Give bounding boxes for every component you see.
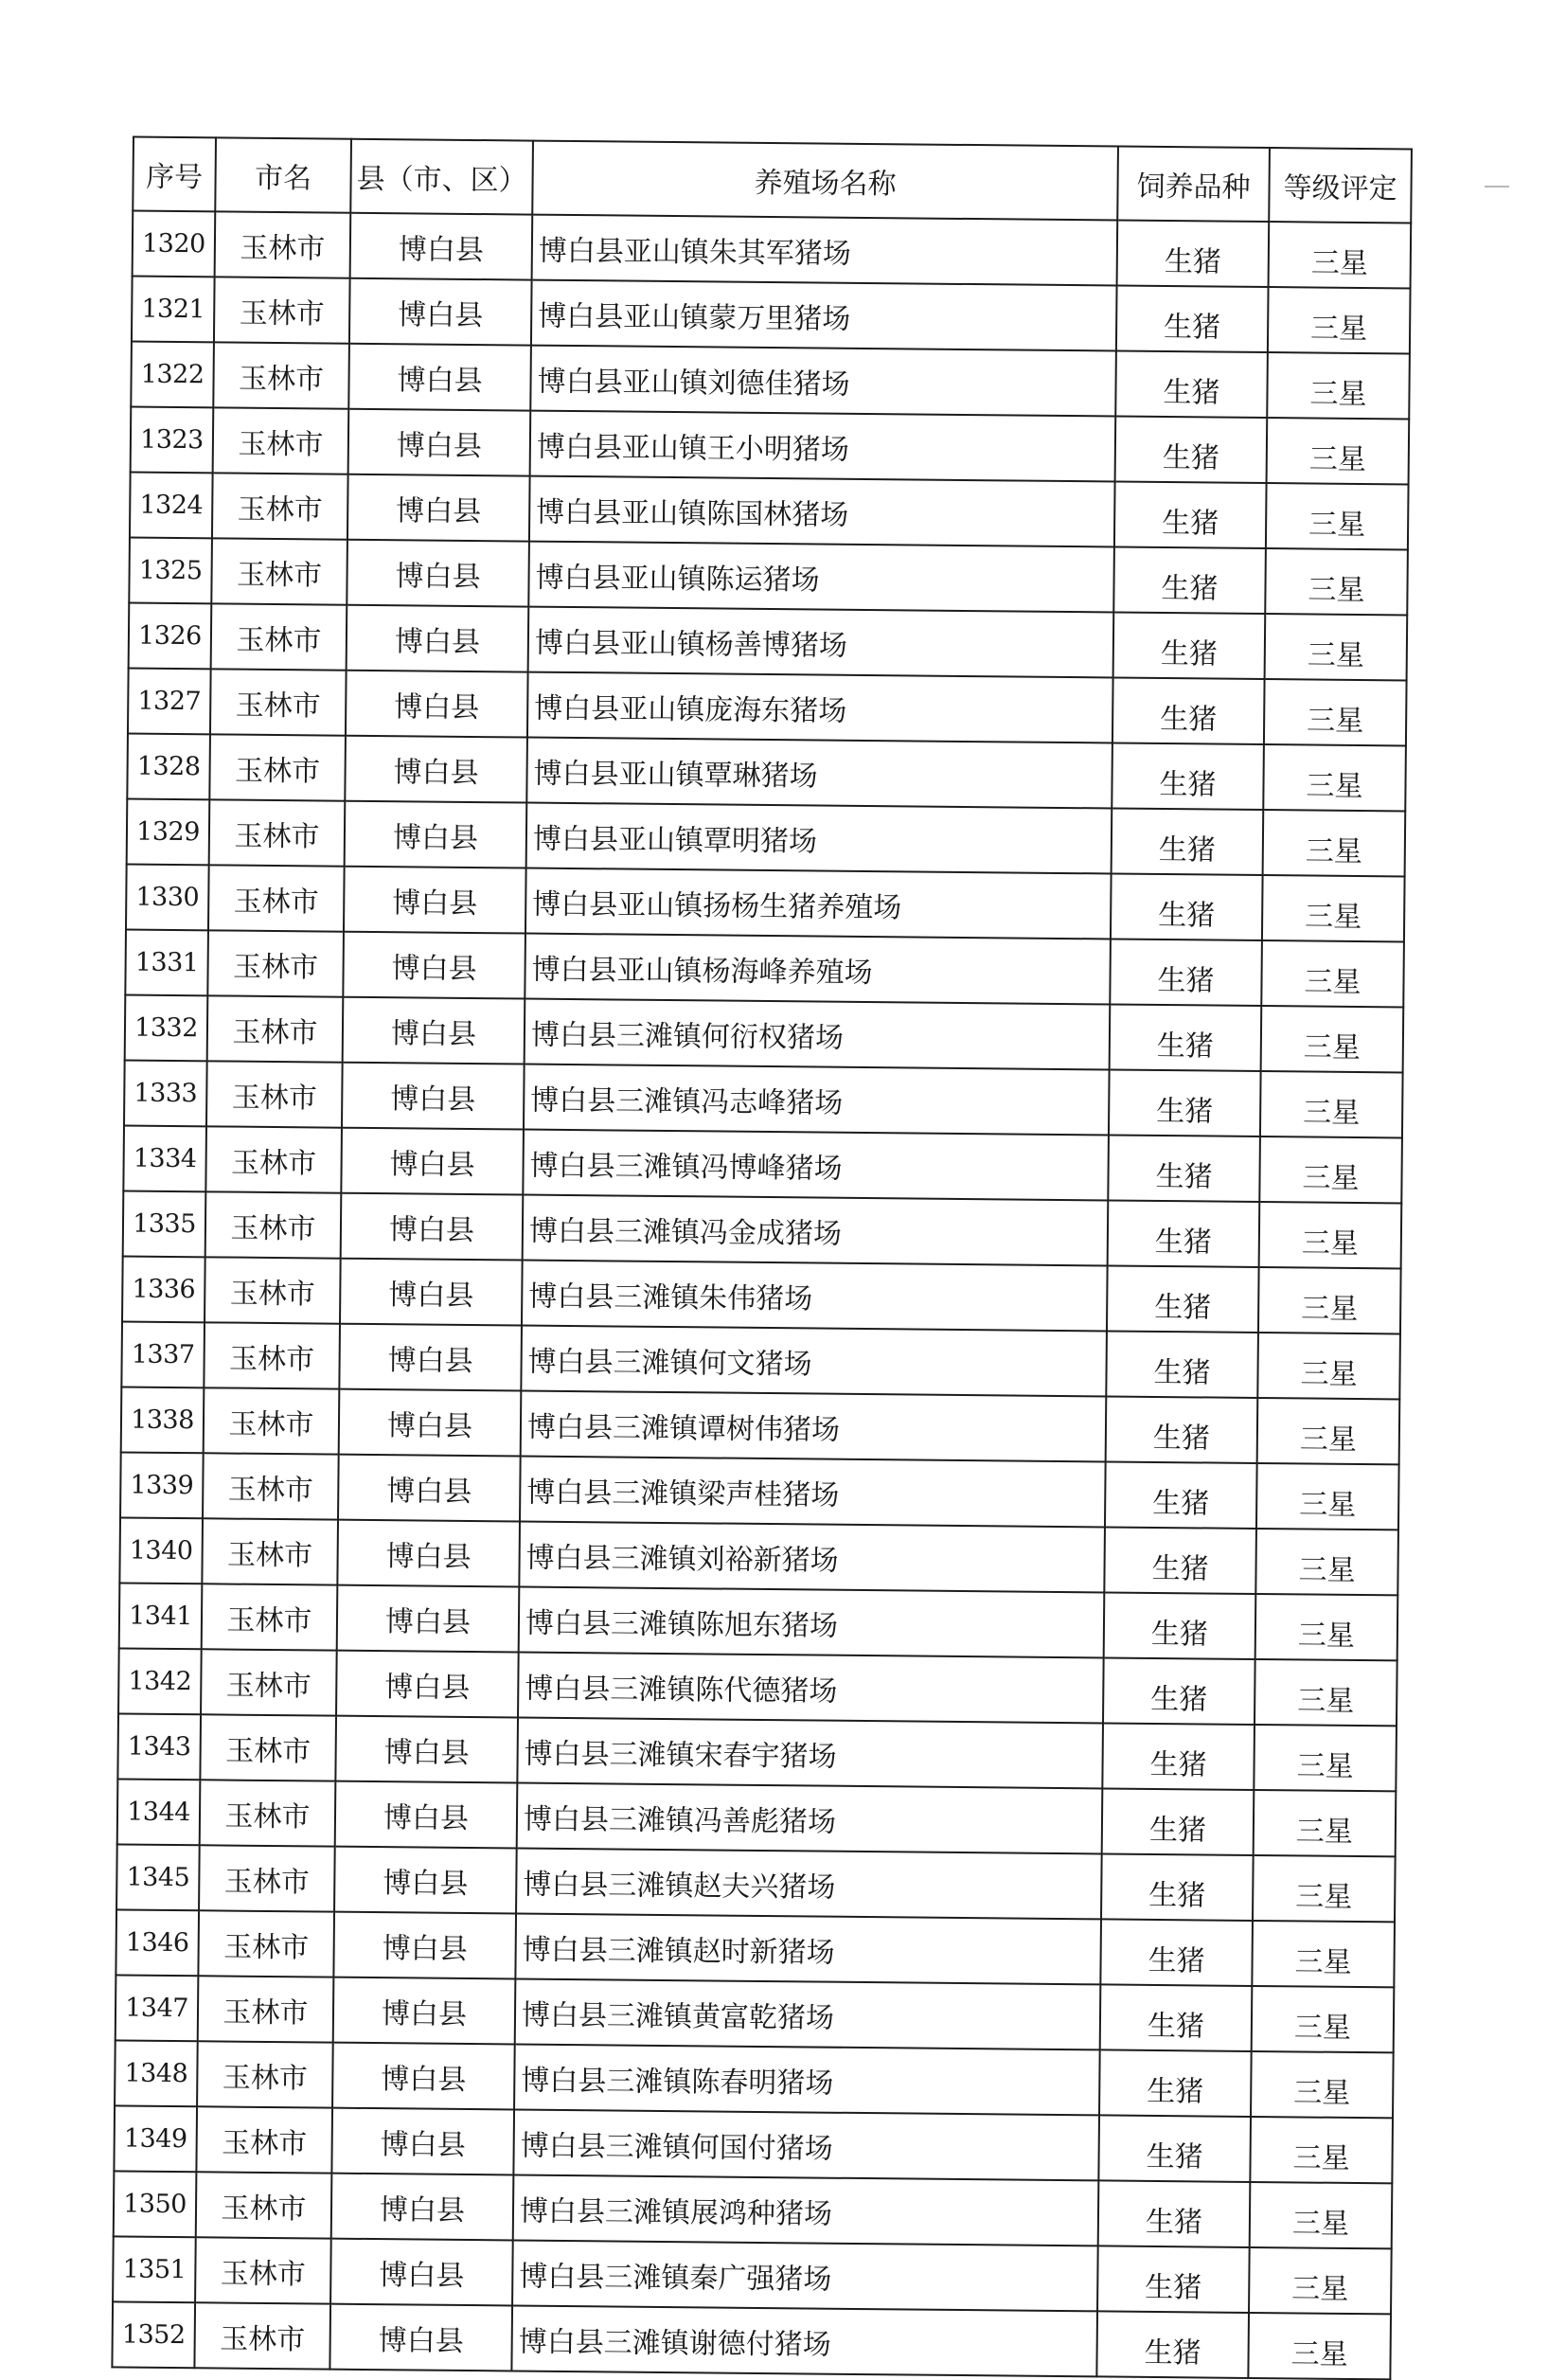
cell-farm-name: 博白县亚山镇陈运猪场 — [528, 542, 1114, 613]
cell-county: 博白县 — [331, 2174, 514, 2241]
cell-grade: 三星 — [1268, 287, 1411, 353]
cell-farm-name: 博白县三滩镇朱伟猪场 — [522, 1261, 1108, 1332]
cell-index: 1330 — [126, 864, 209, 930]
cell-species: 生猪 — [1097, 2246, 1250, 2313]
cell-county: 博白县 — [334, 1847, 517, 1914]
cell-index: 1326 — [129, 603, 212, 670]
table-row — [125, 929, 1404, 1007]
cell-county: 博白县 — [348, 409, 531, 476]
cell-grade: 三星 — [1265, 548, 1408, 615]
cell-county: 博白县 — [348, 344, 531, 411]
cell-city: 玉林市 — [201, 1649, 337, 1715]
cell-grade: 三星 — [1250, 2182, 1393, 2248]
cell-farm-name: 博白县三滩镇黄富乾猪场 — [515, 1978, 1101, 2049]
cell-species: 生猪 — [1106, 1396, 1258, 1463]
cell-farm-name: 博白县亚山镇陈国林猪场 — [529, 476, 1115, 547]
cell-county: 博白县 — [336, 1651, 519, 1718]
table-header — [133, 137, 1412, 224]
cell-grade: 三星 — [1267, 418, 1410, 484]
cell-farm-name: 博白县三滩镇谢德付猪场 — [511, 2305, 1097, 2376]
scan-mark — [1485, 186, 1509, 188]
cell-grade: 三星 — [1257, 1398, 1400, 1464]
cell-index: 1337 — [121, 1321, 205, 1387]
cell-county: 博白县 — [335, 1781, 518, 1849]
cell-county: 博白县 — [346, 671, 528, 738]
cell-species: 生猪 — [1102, 1723, 1255, 1790]
cell-index: 1345 — [116, 1844, 200, 1910]
cell-county: 博白县 — [345, 801, 527, 868]
cell-index: 1341 — [119, 1583, 203, 1649]
cell-grade: 三星 — [1261, 1006, 1404, 1072]
cell-species: 生猪 — [1105, 1461, 1257, 1529]
table-row — [121, 1387, 1400, 1464]
cell-index: 1325 — [129, 538, 212, 604]
cell-farm-name: 博白县亚山镇覃琳猪场 — [526, 738, 1112, 809]
cell-index: 1329 — [127, 798, 210, 865]
table-row — [125, 994, 1404, 1072]
table-row — [127, 734, 1406, 812]
cell-city: 玉林市 — [203, 1453, 339, 1519]
cell-species: 生猪 — [1112, 743, 1264, 810]
cell-grade: 三星 — [1252, 1986, 1395, 2052]
cell-city: 玉林市 — [214, 277, 350, 343]
cell-species: 生猪 — [1102, 1788, 1255, 1855]
cell-index: 1344 — [117, 1779, 201, 1845]
cell-grade: 三星 — [1255, 1594, 1398, 1660]
cell-farm-name: 博白县亚山镇杨海峰养殖场 — [525, 934, 1111, 1005]
cell-index: 1332 — [125, 994, 208, 1061]
cell-county: 博白县 — [347, 540, 529, 607]
cell-grade: 三星 — [1251, 2051, 1394, 2118]
table-row — [130, 473, 1409, 550]
cell-county: 博白县 — [338, 1455, 521, 1522]
table-row — [133, 211, 1412, 289]
header-grade: 等级评定 — [1269, 148, 1412, 223]
cell-species: 生猪 — [1109, 1069, 1261, 1136]
cell-index: 1323 — [131, 407, 214, 474]
cell-city: 玉林市 — [194, 2302, 330, 2369]
cell-city: 玉林市 — [196, 2106, 332, 2173]
header-species: 饲养品种 — [1117, 147, 1270, 223]
cell-city: 玉林市 — [211, 538, 347, 604]
cell-city: 玉林市 — [202, 1518, 338, 1584]
cell-index: 1327 — [128, 669, 211, 735]
cell-index: 1338 — [121, 1387, 205, 1453]
table-row — [114, 2171, 1393, 2248]
cell-farm-name: 博白县三滩镇何衍权猪场 — [525, 999, 1111, 1070]
header-county: 县（市、区） — [350, 139, 533, 215]
cell-species: 生猪 — [1106, 1331, 1258, 1398]
cell-grade: 三星 — [1259, 1136, 1402, 1203]
table-row — [115, 2040, 1394, 2118]
cell-farm-name: 博白县三滩镇何文猪场 — [521, 1326, 1107, 1397]
cell-city: 玉林市 — [205, 1257, 341, 1323]
cell-species: 生猪 — [1100, 1919, 1253, 1986]
cell-index: 1348 — [115, 2040, 198, 2106]
cell-species: 生猪 — [1117, 221, 1270, 288]
cell-index: 1335 — [123, 1190, 206, 1257]
header-index: 序号 — [133, 137, 216, 212]
cell-index: 1343 — [117, 1713, 201, 1780]
cell-species: 生猪 — [1113, 612, 1266, 679]
header-row — [133, 137, 1412, 224]
cell-species: 生猪 — [1115, 351, 1268, 419]
table-row — [132, 277, 1411, 354]
cell-farm-name: 博白县亚山镇刘德佳猪场 — [530, 346, 1116, 417]
cell-index: 1352 — [112, 2301, 195, 2368]
table-row — [126, 864, 1405, 941]
cell-city: 玉林市 — [212, 473, 348, 539]
cell-species: 生猪 — [1112, 808, 1264, 875]
table-row — [118, 1648, 1397, 1726]
cell-index: 1321 — [132, 277, 215, 343]
cell-farm-name: 博白县三滩镇赵时新猪场 — [515, 1913, 1101, 1984]
table-row — [119, 1583, 1398, 1660]
table-row — [124, 1060, 1403, 1137]
cell-index: 1336 — [122, 1256, 205, 1322]
cell-farm-name: 博白县三滩镇冯金成猪场 — [523, 1195, 1109, 1266]
document-sheet — [111, 136, 1411, 2380]
cell-index: 1334 — [123, 1125, 206, 1191]
cell-species: 生猪 — [1114, 481, 1267, 548]
cell-county: 博白县 — [339, 1389, 522, 1457]
cell-grade: 三星 — [1255, 1659, 1397, 1726]
cell-city: 玉林市 — [211, 603, 347, 670]
cell-city: 玉林市 — [215, 211, 351, 277]
cell-county: 博白县 — [341, 1128, 524, 1195]
cell-county: 博白县 — [343, 997, 525, 1065]
cell-county: 博白县 — [337, 1585, 520, 1653]
cell-county: 博白县 — [333, 1912, 516, 1979]
table-row — [122, 1256, 1401, 1333]
cell-farm-name: 博白县三滩镇何国付猪场 — [513, 2109, 1099, 2180]
cell-grade: 三星 — [1267, 352, 1410, 419]
table-row — [119, 1517, 1398, 1595]
cell-city: 玉林市 — [210, 669, 347, 735]
cell-county: 博白县 — [344, 867, 526, 934]
cell-county: 博白县 — [340, 1259, 523, 1326]
table-row — [116, 1844, 1396, 1922]
cell-index: 1346 — [116, 1909, 199, 1976]
cell-city: 玉林市 — [204, 1322, 340, 1388]
cell-city: 玉林市 — [207, 995, 344, 1062]
cell-city: 玉林市 — [207, 930, 344, 996]
cell-county: 博白县 — [347, 605, 529, 672]
cell-farm-name: 博白县亚山镇扬杨生猪养殖场 — [525, 868, 1112, 939]
cell-species: 生猪 — [1115, 417, 1268, 484]
cell-index: 1342 — [118, 1648, 202, 1714]
cell-county: 博白县 — [333, 1977, 516, 2045]
cell-grade: 三星 — [1269, 222, 1412, 288]
cell-farm-name: 博白县三滩镇梁声桂猪场 — [520, 1457, 1106, 1528]
table-row — [117, 1779, 1397, 1856]
cell-city: 玉林市 — [197, 2041, 333, 2107]
cell-species: 生猪 — [1116, 286, 1269, 353]
cell-index: 1322 — [131, 342, 214, 408]
cell-farm-name: 博白县三滩镇秦广强猪场 — [512, 2240, 1098, 2311]
cell-grade: 三星 — [1265, 614, 1408, 680]
cell-county: 博白县 — [342, 1063, 525, 1130]
cell-county: 博白县 — [339, 1324, 522, 1391]
cell-species: 生猪 — [1113, 546, 1266, 614]
cell-county: 博白县 — [329, 2304, 512, 2371]
cell-farm-name: 博白县三滩镇展鸿种猪场 — [513, 2174, 1099, 2246]
cell-grade: 三星 — [1262, 875, 1405, 941]
cell-index: 1351 — [113, 2236, 196, 2302]
cell-grade: 三星 — [1263, 810, 1406, 876]
cell-farm-name: 博白县亚山镇庞海东猪场 — [527, 672, 1113, 743]
header-city: 市名 — [215, 137, 351, 212]
cell-grade: 三星 — [1256, 1463, 1399, 1530]
cell-index: 1320 — [133, 211, 216, 277]
cell-species: 生猪 — [1098, 2115, 1251, 2182]
cell-city: 玉林市 — [209, 734, 346, 800]
cell-county: 博白县 — [350, 213, 533, 280]
cell-index: 1350 — [114, 2171, 197, 2237]
table-row — [131, 342, 1410, 420]
cell-index: 1333 — [124, 1060, 207, 1126]
cell-grade: 三星 — [1260, 1071, 1403, 1137]
table-row — [113, 2236, 1392, 2314]
cell-city: 玉林市 — [199, 1845, 335, 1911]
cell-city: 玉林市 — [204, 1387, 340, 1454]
cell-city: 玉林市 — [208, 865, 345, 931]
cell-index: 1340 — [119, 1517, 203, 1584]
table-row — [116, 1975, 1395, 2052]
cell-species: 生猪 — [1101, 1853, 1254, 1921]
cell-grade: 三星 — [1254, 1725, 1397, 1791]
cell-county: 博白县 — [349, 278, 532, 346]
cell-county: 博白县 — [337, 1520, 520, 1587]
table-row — [120, 1452, 1399, 1530]
farm-rating-table — [111, 136, 1413, 2380]
table-row — [129, 603, 1408, 681]
cell-farm-name: 博白县三滩镇冯善彪猪场 — [517, 1783, 1103, 1854]
cell-index: 1339 — [120, 1452, 204, 1518]
cell-farm-name: 博白县三滩镇赵夫兴猪场 — [516, 1848, 1102, 1919]
table-row — [114, 2105, 1393, 2183]
cell-farm-name: 博白县亚山镇王小明猪场 — [530, 411, 1116, 482]
table-row — [128, 669, 1407, 746]
cell-city: 玉林市 — [198, 1976, 334, 2042]
cell-farm-name: 博白县三滩镇冯博峰猪场 — [523, 1130, 1109, 1201]
cell-index: 1331 — [125, 929, 208, 995]
cell-city: 玉林市 — [206, 1061, 343, 1127]
cell-farm-name: 博白县三滩镇陈旭东猪场 — [519, 1587, 1105, 1658]
cell-grade: 三星 — [1254, 1790, 1397, 1856]
cell-species: 生猪 — [1104, 1592, 1256, 1659]
table-row — [129, 538, 1408, 616]
table-row — [112, 2301, 1391, 2379]
cell-city: 玉林市 — [200, 1714, 336, 1781]
cell-county: 博白县 — [341, 1193, 524, 1261]
cell-farm-name: 博白县亚山镇蒙万里猪场 — [531, 280, 1117, 351]
cell-species: 生猪 — [1108, 1200, 1260, 1267]
cell-farm-name: 博白县三滩镇谭树伟猪场 — [521, 1391, 1107, 1462]
cell-species: 生猪 — [1108, 1135, 1260, 1202]
cell-species: 生猪 — [1103, 1657, 1255, 1725]
cell-city: 玉林市 — [198, 1910, 334, 1977]
cell-city: 玉林市 — [209, 799, 346, 866]
cell-county: 博白县 — [347, 474, 530, 542]
cell-city: 玉林市 — [205, 1126, 342, 1192]
cell-species: 生猪 — [1098, 2180, 1251, 2247]
cell-county: 博白县 — [343, 932, 525, 999]
cell-grade: 三星 — [1263, 744, 1406, 811]
cell-index: 1349 — [114, 2105, 197, 2172]
cell-county: 博白县 — [330, 2239, 513, 2306]
cell-city: 玉林市 — [200, 1780, 336, 1846]
cell-county: 博白县 — [332, 2043, 515, 2110]
cell-city: 玉林市 — [202, 1584, 338, 1650]
cell-city: 玉林市 — [205, 1191, 342, 1258]
cell-grade: 三星 — [1266, 483, 1409, 549]
cell-farm-name: 博白县三滩镇刘裕新猪场 — [519, 1522, 1105, 1593]
cell-city: 玉林市 — [195, 2237, 331, 2303]
table-row — [123, 1190, 1402, 1268]
cell-grade: 三星 — [1250, 2117, 1393, 2183]
cell-index: 1324 — [130, 473, 213, 539]
cell-farm-name: 博白县三滩镇陈代德猪场 — [518, 1653, 1104, 1724]
cell-county: 博白县 — [345, 736, 527, 803]
cell-farm-name: 博白县亚山镇覃明猪场 — [526, 803, 1112, 874]
cell-species: 生猪 — [1099, 2049, 1252, 2117]
cell-farm-name: 博白县三滩镇陈春明猪场 — [514, 2044, 1100, 2115]
cell-grade: 三星 — [1252, 1921, 1395, 1987]
cell-city: 玉林市 — [213, 407, 349, 474]
table-row — [131, 407, 1410, 485]
cell-species: 生猪 — [1096, 2311, 1249, 2378]
cell-county: 博白县 — [335, 1716, 518, 1783]
cell-farm-name: 博白县三滩镇冯志峰猪场 — [524, 1065, 1110, 1136]
cell-farm-name: 博白县亚山镇朱其军猪场 — [532, 215, 1118, 286]
cell-city: 玉林市 — [213, 342, 349, 408]
cell-grade: 三星 — [1253, 1855, 1396, 1922]
table-row — [123, 1125, 1402, 1203]
table-row — [117, 1713, 1397, 1791]
cell-grade: 三星 — [1248, 2313, 1391, 2379]
cell-grade: 三星 — [1261, 940, 1404, 1007]
table-row — [121, 1321, 1400, 1399]
cell-city: 玉林市 — [196, 2172, 332, 2238]
cell-farm-name: 博白县三滩镇宋春宇猪场 — [517, 1718, 1103, 1789]
cell-species: 生猪 — [1110, 939, 1262, 1006]
cell-grade: 三星 — [1249, 2247, 1392, 2314]
header-farm-name: 养殖场名称 — [532, 141, 1118, 221]
cell-grade: 三星 — [1255, 1529, 1398, 1595]
cell-index: 1347 — [116, 1975, 199, 2041]
table-body — [112, 211, 1411, 2380]
cell-species: 生猪 — [1107, 1265, 1259, 1333]
cell-species: 生猪 — [1100, 1984, 1253, 2051]
cell-farm-name: 博白县亚山镇杨善博猪场 — [528, 607, 1114, 678]
cell-species: 生猪 — [1111, 873, 1263, 940]
cell-grade: 三星 — [1257, 1333, 1400, 1399]
cell-species: 生猪 — [1112, 677, 1265, 744]
cell-grade: 三星 — [1264, 679, 1407, 745]
cell-species: 生猪 — [1110, 1004, 1262, 1071]
cell-county: 博白县 — [331, 2108, 514, 2175]
cell-index: 1328 — [127, 734, 210, 800]
table-row — [116, 1909, 1395, 1987]
cell-species: 生猪 — [1104, 1527, 1256, 1594]
cell-grade: 三星 — [1258, 1267, 1401, 1333]
cell-grade: 三星 — [1259, 1202, 1402, 1268]
table-row — [127, 798, 1406, 876]
